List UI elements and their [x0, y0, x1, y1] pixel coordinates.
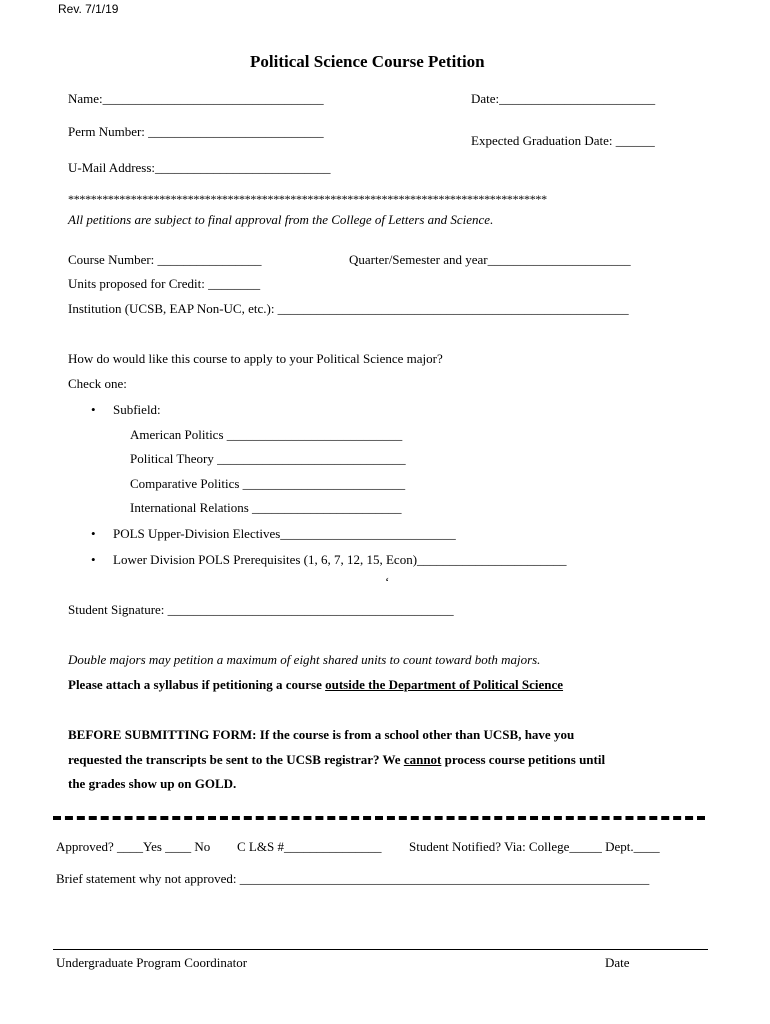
syllabus-note-prefix: Please attach a syllabus if petitioning a course	[68, 677, 326, 692]
comparative-politics-option[interactable]: Comparative Politics _________________________	[130, 476, 406, 491]
approved-field[interactable]: Approved? ____Yes ____ No	[56, 839, 211, 854]
expected-graduation-field[interactable]: Expected Graduation Date: ______	[471, 133, 655, 148]
double-majors-note: Double majors may petition a maximum of eight shared units to count toward both majors.	[68, 652, 541, 667]
approval-note: All petitions are subject to final approval from the College of Letters and Science.	[68, 212, 494, 227]
stray-mark: ‘	[385, 574, 390, 589]
perm-number-field[interactable]: Perm Number: ___________________________	[68, 124, 324, 139]
umail-field[interactable]: U-Mail Address:___________________________	[68, 160, 331, 175]
course-number-field[interactable]: Course Number: ________________	[68, 252, 262, 267]
institution-field[interactable]: Institution (UCSB, EAP Non-UC, etc.): ______________________________________________________	[68, 301, 629, 316]
syllabus-note	[68, 677, 563, 693]
bullet-electives: •	[91, 526, 96, 541]
not-approved-reason-field[interactable]: Brief statement why not approved: _______________________________________________________________	[56, 871, 650, 886]
political-theory-option[interactable]: Political Theory _____________________________	[130, 451, 406, 466]
subfield-label: Subfield:	[113, 402, 161, 417]
asterisk-separator: ************************************************************************************	[68, 192, 547, 206]
cannot-emphasis: cannot	[403, 752, 442, 767]
before-submitting-line2-suffix: process course petitions until	[441, 752, 606, 767]
before-submitting-line2	[68, 752, 605, 768]
before-submitting-line3: the grades show up on GOLD.	[68, 776, 237, 791]
apply-question: How do would like this course to apply to your Political Science major?	[68, 351, 443, 366]
student-notified-field[interactable]: Student Notified? Via: College_____ Dept.____	[409, 839, 660, 854]
student-signature-field[interactable]: Student Signature: ____________________________________________	[68, 602, 454, 617]
page-title: Political Science Course Petition	[250, 52, 485, 71]
electives-option[interactable]: POLS Upper-Division Electives___________________________	[113, 526, 456, 541]
american-politics-option[interactable]: American Politics ___________________________	[130, 427, 403, 442]
name-field[interactable]: Name:__________________________________	[68, 91, 324, 106]
quarter-year-field[interactable]: Quarter/Semester and year______________________	[349, 252, 631, 267]
bullet-prereqs: •	[91, 552, 96, 567]
revision-label: Rev. 7/1/19	[58, 2, 119, 16]
international-relations-option[interactable]: International Relations _______________________	[130, 500, 402, 515]
date-field[interactable]: Date:________________________	[471, 91, 656, 106]
before-submitting-line1: BEFORE SUBMITTING FORM: If the course is from a school other than UCSB, have you	[68, 727, 575, 742]
before-submitting-line2-prefix: requested the transcripts be sent to the UCSB registrar? We	[68, 752, 404, 767]
units-field[interactable]: Units proposed for Credit: ________	[68, 276, 261, 291]
bullet-subfield: •	[91, 402, 96, 417]
office-use-divider	[53, 816, 705, 820]
check-one-label: Check one:	[68, 376, 127, 391]
syllabus-note-underlined: outside the Department of Political Science	[325, 677, 564, 692]
coordinator-signature-line[interactable]	[53, 949, 708, 950]
coordinator-label: Undergraduate Program Coordinator	[56, 955, 248, 970]
cls-number-field[interactable]: C L&S #_______________	[237, 839, 382, 854]
prerequisites-option[interactable]: Lower Division POLS Prerequisites (1, 6, 7, 12, 15, Econ)_______________________	[113, 552, 567, 567]
coordinator-date-label: Date	[605, 955, 630, 970]
